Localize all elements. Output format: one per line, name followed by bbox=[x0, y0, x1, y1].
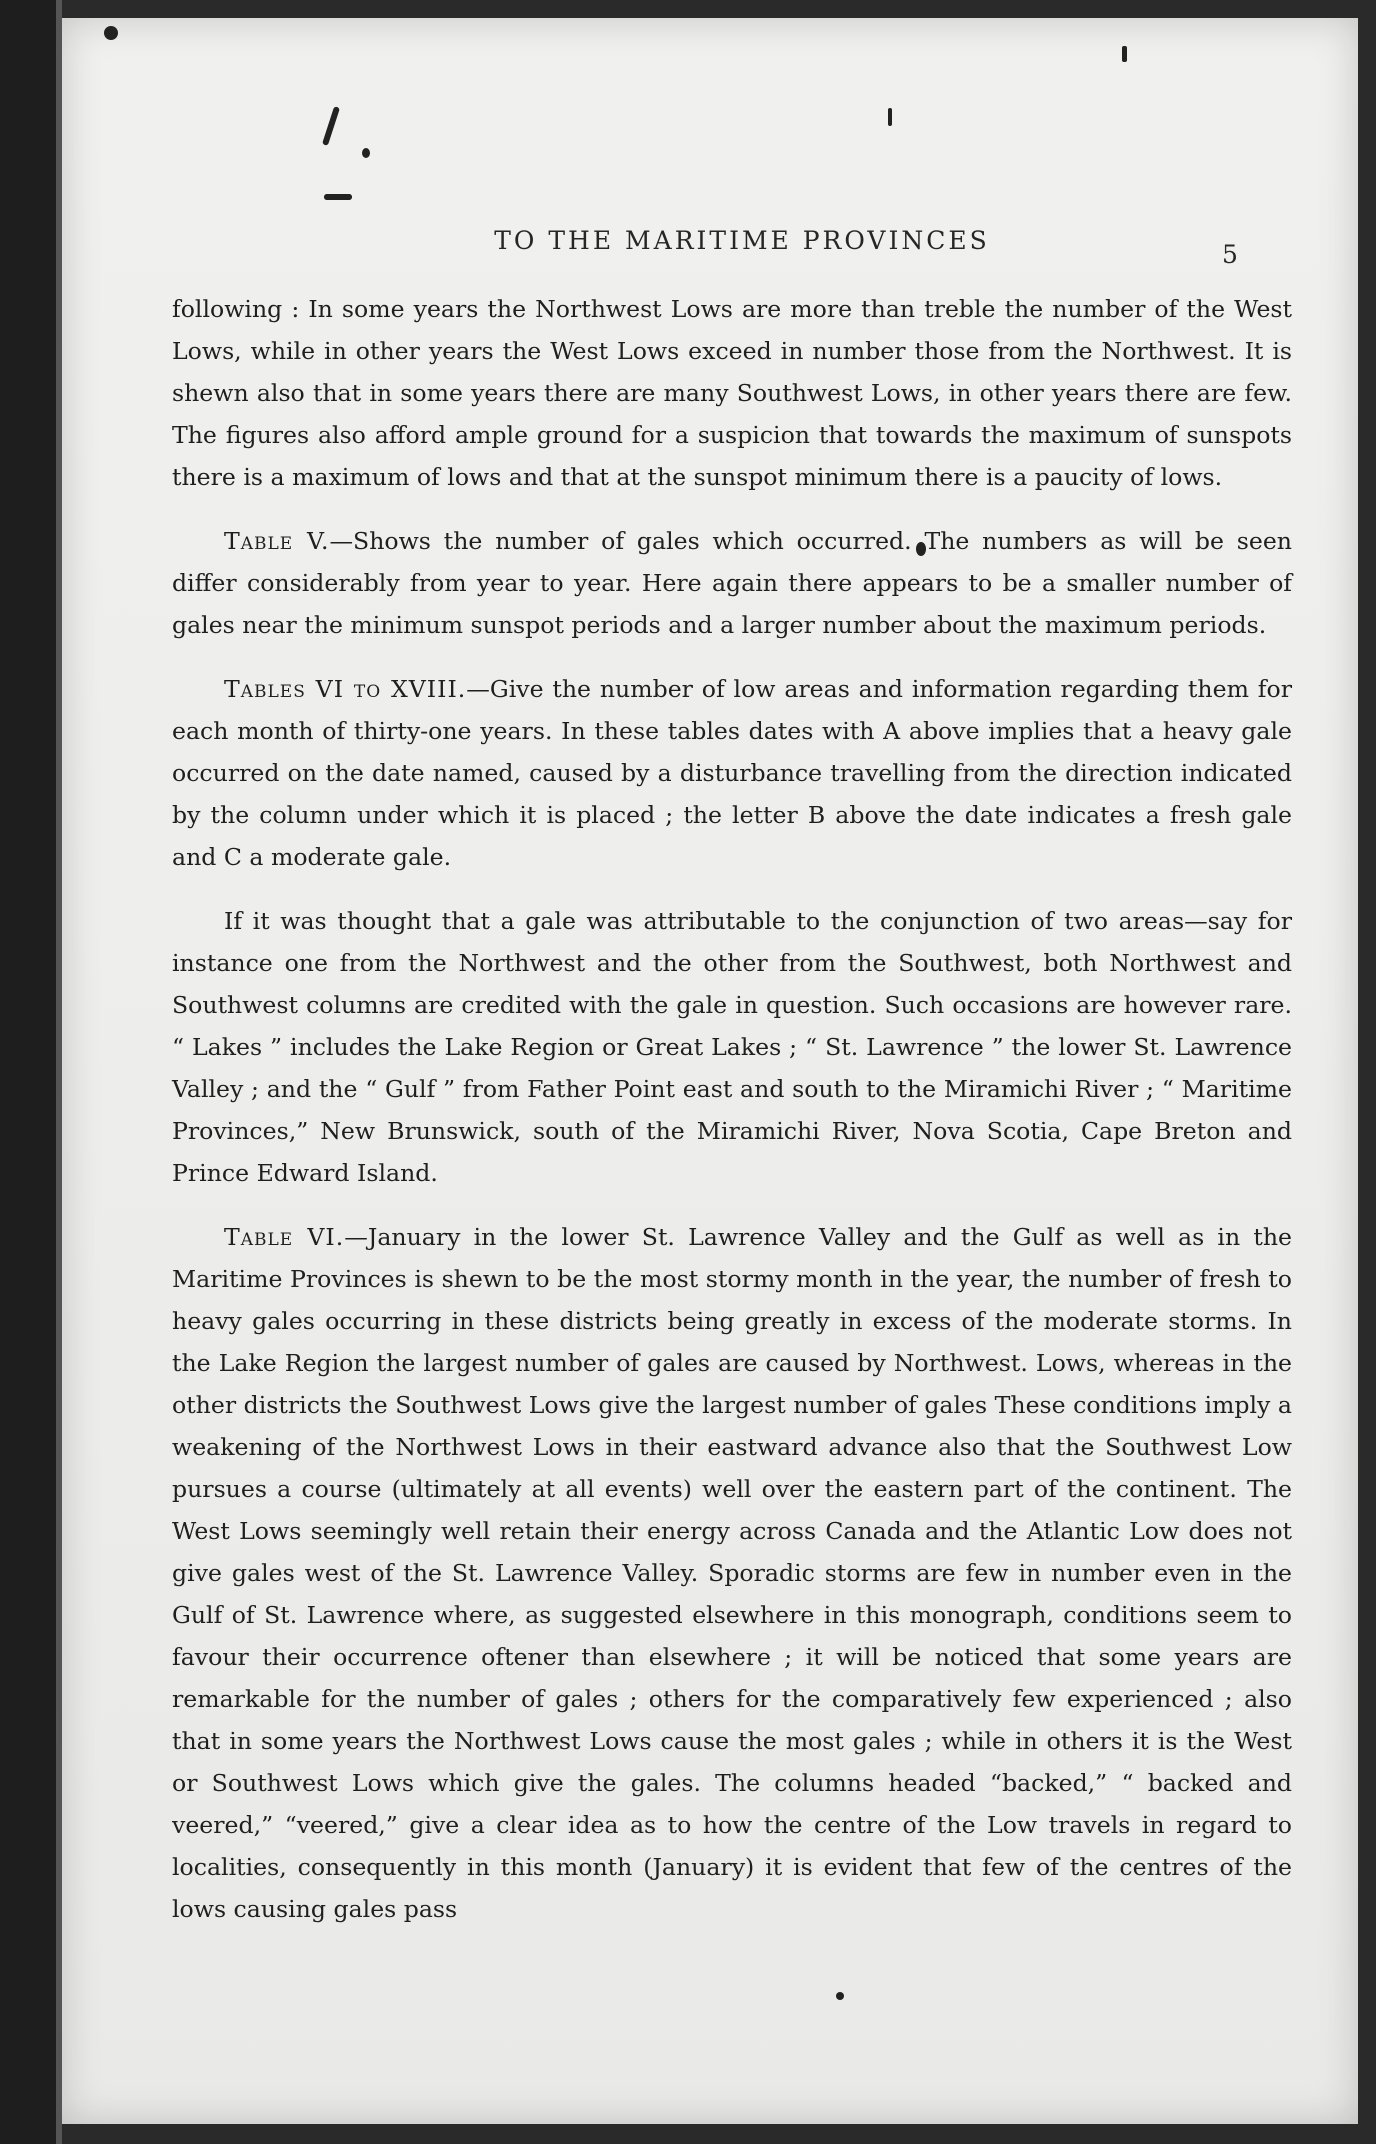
paragraph-lead: Tables VI to XVIII. bbox=[224, 675, 467, 703]
page-header bbox=[62, 226, 1358, 269]
paragraph-text: —Shows the number of gales which occurred. The numbers as will be seen differ considerably from year to year. Here again there appears to be a smaller number of gales near the minimum sunspot periods and a larger number about the maximum periods. bbox=[172, 527, 1292, 639]
running-title: TO THE MARITIME PROVINCES bbox=[494, 226, 990, 255]
ink-speck bbox=[888, 108, 892, 126]
scan-left-margin bbox=[0, 0, 62, 2144]
paragraph-1: following : In some years the Northwest Lows are more than treble the number of the West Lows, while in other years the West Lows exceed in number those from the Northwest. It is shewn also that in some years there are many Southwest Lows, in other years there are few. The figures also afford ample ground for a suspicion that towards the maximum of sunspots there is a maximum of lows and that at the sunspot minimum there is a paucity of lows. bbox=[172, 295, 1292, 491]
paragraph-table-vi bbox=[172, 1216, 1292, 1930]
paragraph-lead: Table VI. bbox=[224, 1223, 345, 1251]
paragraph-tables-vi-xviii bbox=[172, 668, 1292, 878]
body-text bbox=[172, 288, 1292, 1952]
document-page bbox=[62, 18, 1358, 2124]
ink-speck bbox=[104, 26, 118, 40]
paragraph-text: —Give the number of low areas and information regarding them for each month of thirty-one years. In these tables dates with A above implies that a heavy gale occurred on the date named, caused by a disturbance travelling from the direction indicated by the column under which it is placed ; the letter B above the date indicates a fresh gale and C a moderate gale. bbox=[172, 675, 1292, 871]
ink-speck bbox=[836, 1992, 844, 2000]
paragraph-lead: Table V. bbox=[224, 527, 330, 555]
ink-speck bbox=[362, 148, 370, 158]
ink-speck bbox=[1122, 46, 1127, 62]
paragraph-text: —January in the lower St. Lawrence Valley and the Gulf as well as in the Maritime Provinces is shewn to be the most stormy month in the year, the number of fresh to heavy gales occurring in these districts being greatly in excess of the moderate storms. In the Lake Region the largest number of gales are caused by Northwest. Lows, whereas in the other districts the Southwest Lows give the largest number of gales These conditions imply a weakening of the Northwest Lows in their eastward advance also that the Southwest Low pursues a course (ultimately at all events) well over the eastern part of the continent. The West Lows seemingly well retain their energy across Canada and the Atlantic Low does not give gales west of the St. Lawrence Valley. Sporadic storms are few in number even in the Gulf of St. Lawrence where, as suggested elsewhere in this monograph, conditions seem to favour their occurrence oftener than elsewhere ; it will be noticed that some years are remarkable for the number of gales ; others for the comparatively few experienced ; also that in some years the Northwest Lows cause the most gales ; while in others it is the West or Southwest Lows which give the gales. The columns headed “backed,” “ backed and veered,” “veered,” give a clear idea as to how the centre of the Low travels in regard to localities, consequently in this month (January) it is evident that few of the centres of the lows causing gales pass bbox=[172, 1223, 1292, 1923]
page-number: 5 bbox=[1222, 240, 1238, 269]
ink-speck bbox=[322, 106, 340, 146]
ink-speck bbox=[324, 194, 352, 200]
paragraph-table-v bbox=[172, 520, 1292, 646]
paragraph-gale-attribution: If it was thought that a gale was attributable to the conjunction of two areas—say for instance one from the Northwest and the other from the Southwest, both Northwest and Southwest columns are credited with the gale in question. Such occasions are however rare. “ Lakes ” includes the Lake Region or Great Lakes ; “ St. Lawrence ” the lower St. Lawrence Valley ; and the “ Gulf ” from Father Point east and south to the Miramichi River ; “ Maritime Provinces,” New Brunswick, south of the Miramichi River, Nova Scotia, Cape Breton and Prince Edward Island. bbox=[172, 907, 1292, 1187]
